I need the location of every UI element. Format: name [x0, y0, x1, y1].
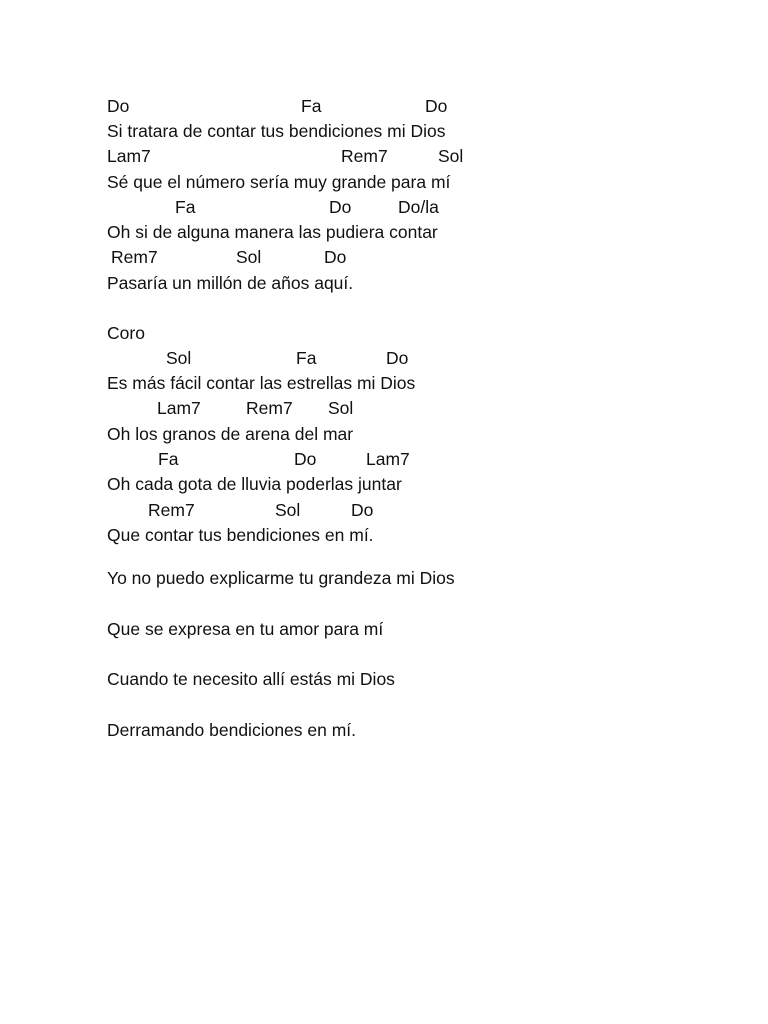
chord: Lam7 — [157, 398, 201, 418]
lyric-line: Sé que el número sería muy grande para mí — [107, 172, 451, 192]
chord: Sol — [236, 247, 262, 267]
lyric-line: Pasaría un millón de años aquí. — [107, 273, 354, 293]
lyric-line: Derramando bendiciones en mí. — [107, 720, 357, 740]
lyric-line: Oh si de alguna manera las pudiera contar — [107, 222, 438, 242]
chord: Do — [107, 96, 130, 116]
lyric-line: Que contar tus bendiciones en mí. — [107, 525, 374, 545]
chord: Fa — [175, 197, 196, 217]
chord: Fa — [296, 348, 317, 368]
chord: Do — [294, 449, 317, 469]
chord: Rem7 — [111, 247, 158, 267]
lyric-line: Si tratara de contar tus bendiciones mi Dios — [107, 121, 446, 141]
chord: Rem7 — [246, 398, 293, 418]
chord: Lam7 — [366, 449, 410, 469]
lyric-line: Yo no puedo explicarme tu grandeza mi Dios — [107, 568, 455, 588]
chord: Do — [351, 500, 374, 520]
chord: Do/la — [398, 197, 439, 217]
lyric-line: Cuando te necesito allí estás mi Dios — [107, 669, 395, 689]
chord: Rem7 — [341, 146, 388, 166]
chord: Sol — [166, 348, 192, 368]
chord: Sol — [328, 398, 354, 418]
chord: Rem7 — [148, 500, 195, 520]
chord: Do — [329, 197, 352, 217]
lyric-line: Es más fácil contar las estrellas mi Dios — [107, 373, 416, 393]
chord: Sol — [438, 146, 464, 166]
lyric-line: Oh los granos de arena del mar — [107, 424, 354, 444]
lyric-line: Que se expresa en tu amor para mí — [107, 619, 384, 639]
chord: Sol — [275, 500, 301, 520]
section-heading: Coro — [107, 323, 145, 343]
chord: Do — [425, 96, 448, 116]
lyric-line: Oh cada gota de lluvia poderlas juntar — [107, 474, 402, 494]
chord: Fa — [158, 449, 179, 469]
chord: Do — [324, 247, 347, 267]
chord: Fa — [301, 96, 322, 116]
chord: Do — [386, 348, 409, 368]
chord: Lam7 — [107, 146, 151, 166]
